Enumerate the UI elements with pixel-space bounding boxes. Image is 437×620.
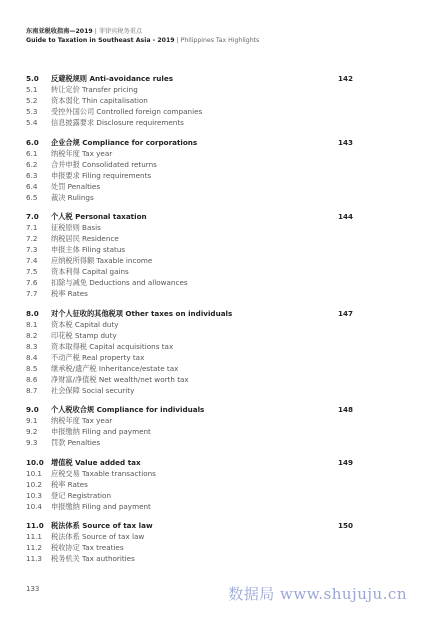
toc-section-heading[interactable] <box>26 457 366 468</box>
toc-section <box>26 457 366 512</box>
toc-subsection[interactable] <box>26 192 366 203</box>
toc-subsection[interactable] <box>26 84 366 95</box>
subsection-number: 8.7 <box>26 385 38 395</box>
table-of-contents <box>26 73 366 573</box>
toc-subsection[interactable] <box>26 222 366 233</box>
subsection-number: 5.1 <box>26 85 38 94</box>
subsection-number: 5.2 <box>26 96 38 105</box>
section-page-number: 150 <box>337 521 353 530</box>
section-title: 个人税 Personal taxation <box>51 212 147 221</box>
toc-subsection[interactable] <box>26 363 366 374</box>
subsection-number: 9.3 <box>26 438 38 447</box>
subsection-title: 征税原则 Basis <box>51 223 101 232</box>
toc-subsection[interactable] <box>26 501 366 512</box>
toc-section-heading[interactable] <box>26 520 366 531</box>
section-title: 反避税规则 Anti-avoidance rules <box>51 74 173 83</box>
subsection-number: 8.4 <box>26 352 38 362</box>
header-subtitle-en: Philippines Tax Highlights <box>180 37 260 44</box>
subsection-title: 转让定价 Transfer pricing <box>51 85 138 94</box>
toc-subsection[interactable] <box>26 352 366 363</box>
section-page-number: 149 <box>337 457 353 467</box>
subsection-title: 受控外国公司 Controlled foreign companies <box>51 107 203 116</box>
section-number: 5.0 <box>26 74 39 83</box>
section-number: 11.0 <box>26 521 44 530</box>
subsection-number: 10.2 <box>26 479 43 489</box>
section-page-number: 147 <box>337 308 353 318</box>
header-title-en: Guide to Taxation in Southeast Asia - 2019 <box>26 37 175 44</box>
toc-subsection[interactable] <box>26 437 366 448</box>
toc-subsection[interactable] <box>26 117 366 128</box>
toc-subsection[interactable] <box>26 468 366 479</box>
subsection-number: 5.3 <box>26 107 38 116</box>
header-english-line <box>26 36 259 45</box>
toc-subsection[interactable] <box>26 490 366 501</box>
toc-subsection[interactable] <box>26 319 366 330</box>
header-separator: | <box>176 37 179 44</box>
subsection-number: 7.6 <box>26 278 38 287</box>
subsection-title: 税率 Rates <box>51 289 88 298</box>
subsection-number: 9.1 <box>26 416 38 425</box>
subsection-title: 纳税年度 Tax year <box>51 148 113 158</box>
subsection-title: 税法体系 Source of tax law <box>51 532 145 541</box>
section-number: 8.0 <box>26 308 39 318</box>
subsection-number: 7.2 <box>26 234 38 243</box>
toc-subsection[interactable] <box>26 479 366 490</box>
section-number: 9.0 <box>26 405 39 414</box>
section-number: 7.0 <box>26 212 39 221</box>
toc-section <box>26 211 366 299</box>
subsection-number: 10.1 <box>26 468 43 478</box>
subsection-number: 11.2 <box>26 543 43 552</box>
watermark: 数据局 www.shujuju.cn <box>228 585 407 603</box>
toc-section <box>26 137 366 203</box>
subsection-title: 裁决 Rulings <box>51 192 94 202</box>
toc-section-heading[interactable] <box>26 404 366 415</box>
subsection-number: 8.5 <box>26 363 38 373</box>
subsection-number: 11.3 <box>26 554 43 563</box>
subsection-number: 11.1 <box>26 532 43 541</box>
section-page-number: 144 <box>337 212 353 221</box>
subsection-title: 不动产税 Real property tax <box>51 352 145 362</box>
subsection-number: 9.2 <box>26 427 38 436</box>
section-title: 对个人征收的其他税项 Other taxes on individuals <box>51 308 233 318</box>
subsection-title: 税率 Rates <box>51 479 88 489</box>
subsection-number: 8.1 <box>26 319 38 329</box>
subsection-title: 资本取得税 Capital acquisitions tax <box>51 341 174 351</box>
toc-subsection[interactable] <box>26 415 366 426</box>
subsection-title: 纳税居民 Residence <box>51 234 119 243</box>
subsection-number: 7.1 <box>26 223 38 232</box>
toc-section <box>26 520 366 564</box>
header-subtitle-cn: 菲律宾税务重点 <box>98 28 143 35</box>
subsection-title: 印花税 Stamp duty <box>51 330 117 340</box>
subsection-title: 罚款 Penalties <box>51 438 101 447</box>
toc-subsection[interactable] <box>26 341 366 352</box>
header-title-cn: 东南亚税收指南 <box>26 28 70 35</box>
section-page-number: 143 <box>337 137 353 147</box>
subsection-number: 8.3 <box>26 341 38 351</box>
subsection-title: 资本利得 Capital gains <box>51 267 129 276</box>
subsection-title: 申报要求 Filing requirements <box>51 170 152 180</box>
toc-subsection[interactable] <box>26 170 366 181</box>
subsection-title: 信息披露要求 Disclosure requirements <box>51 118 184 127</box>
section-number: 6.0 <box>26 137 39 147</box>
page-number: 133 <box>26 585 40 593</box>
toc-subsection[interactable] <box>26 385 366 396</box>
toc-section-heading[interactable] <box>26 211 366 222</box>
toc-section <box>26 308 366 396</box>
subsection-title: 继承税/遗产税 Inheritance/estate tax <box>51 363 179 373</box>
section-title: 税法体系 Source of tax law <box>51 521 153 530</box>
subsection-title: 申报缴纳 Filing and payment <box>51 427 151 436</box>
subsection-title: 社会保障 Social security <box>51 385 135 395</box>
page-header <box>26 27 259 45</box>
toc-section-heading[interactable] <box>26 73 366 84</box>
toc-subsection[interactable] <box>26 95 366 106</box>
toc-subsection[interactable] <box>26 106 366 117</box>
subsection-title: 申报缴纳 Filing and payment <box>51 501 151 511</box>
subsection-number: 7.5 <box>26 267 38 276</box>
toc-section <box>26 404 366 448</box>
subsection-title: 税收协定 Tax treaties <box>51 543 124 552</box>
header-separator: | <box>94 28 97 35</box>
header-chinese-line <box>26 27 259 36</box>
section-page-number: 148 <box>337 405 353 414</box>
section-page-number: 142 <box>337 74 353 83</box>
section-number: 10.0 <box>26 457 44 467</box>
subsection-title: 登记 Registration <box>51 490 112 500</box>
toc-subsection[interactable] <box>26 159 366 170</box>
section-title: 个人税收合规 Compliance for individuals <box>51 405 205 414</box>
section-title: 企业合规 Compliance for corporations <box>51 137 198 147</box>
subsection-title: 应纳税所得额 Taxable income <box>51 256 153 265</box>
toc-subsection[interactable] <box>26 288 366 299</box>
subsection-number: 7.3 <box>26 245 38 254</box>
toc-subsection[interactable] <box>26 542 366 553</box>
subsection-title: 纳税年度 Tax year <box>51 416 113 425</box>
subsection-number: 6.5 <box>26 192 38 202</box>
subsection-number: 6.3 <box>26 170 38 180</box>
toc-subsection[interactable] <box>26 277 366 288</box>
subsection-title: 净财富/净值税 Net wealth/net worth tax <box>51 374 189 384</box>
toc-subsection[interactable] <box>26 255 366 266</box>
toc-section-heading[interactable] <box>26 308 366 319</box>
toc-subsection[interactable] <box>26 181 366 192</box>
subsection-title: 应税交易 Taxable transactions <box>51 468 156 478</box>
subsection-number: 10.3 <box>26 490 43 500</box>
subsection-number: 6.2 <box>26 159 38 169</box>
subsection-number: 6.4 <box>26 181 38 191</box>
subsection-title: 扣除与减免 Deductions and allowances <box>51 278 188 287</box>
subsection-title: 申报主体 Filing status <box>51 245 126 254</box>
toc-subsection[interactable] <box>26 426 366 437</box>
subsection-number: 7.4 <box>26 256 38 265</box>
toc-subsection[interactable] <box>26 148 366 159</box>
toc-section-heading[interactable] <box>26 137 366 148</box>
subsection-number: 6.1 <box>26 148 38 158</box>
section-title: 增值税 Value added tax <box>51 457 141 467</box>
subsection-title: 税务机关 Tax authorities <box>51 554 135 563</box>
toc-subsection[interactable] <box>26 244 366 255</box>
toc-subsection[interactable] <box>26 553 366 564</box>
subsection-number: 8.2 <box>26 330 38 340</box>
toc-subsection[interactable] <box>26 330 366 341</box>
toc-subsection[interactable] <box>26 233 366 244</box>
subsection-number: 7.7 <box>26 289 38 298</box>
subsection-title: 资本税 Capital duty <box>51 319 119 329</box>
subsection-number: 8.6 <box>26 374 38 384</box>
toc-subsection[interactable] <box>26 531 366 542</box>
subsection-number: 10.4 <box>26 501 43 511</box>
toc-subsection[interactable] <box>26 374 366 385</box>
subsection-number: 5.4 <box>26 118 38 127</box>
toc-subsection[interactable] <box>26 266 366 277</box>
subsection-title: 处罚 Penalties <box>51 181 101 191</box>
subsection-title: 合并申报 Consolidated returns <box>51 159 157 169</box>
header-title-year: —2019 <box>69 28 93 35</box>
subsection-title: 资本弱化 Thin capitalisation <box>51 96 148 105</box>
toc-section <box>26 73 366 128</box>
